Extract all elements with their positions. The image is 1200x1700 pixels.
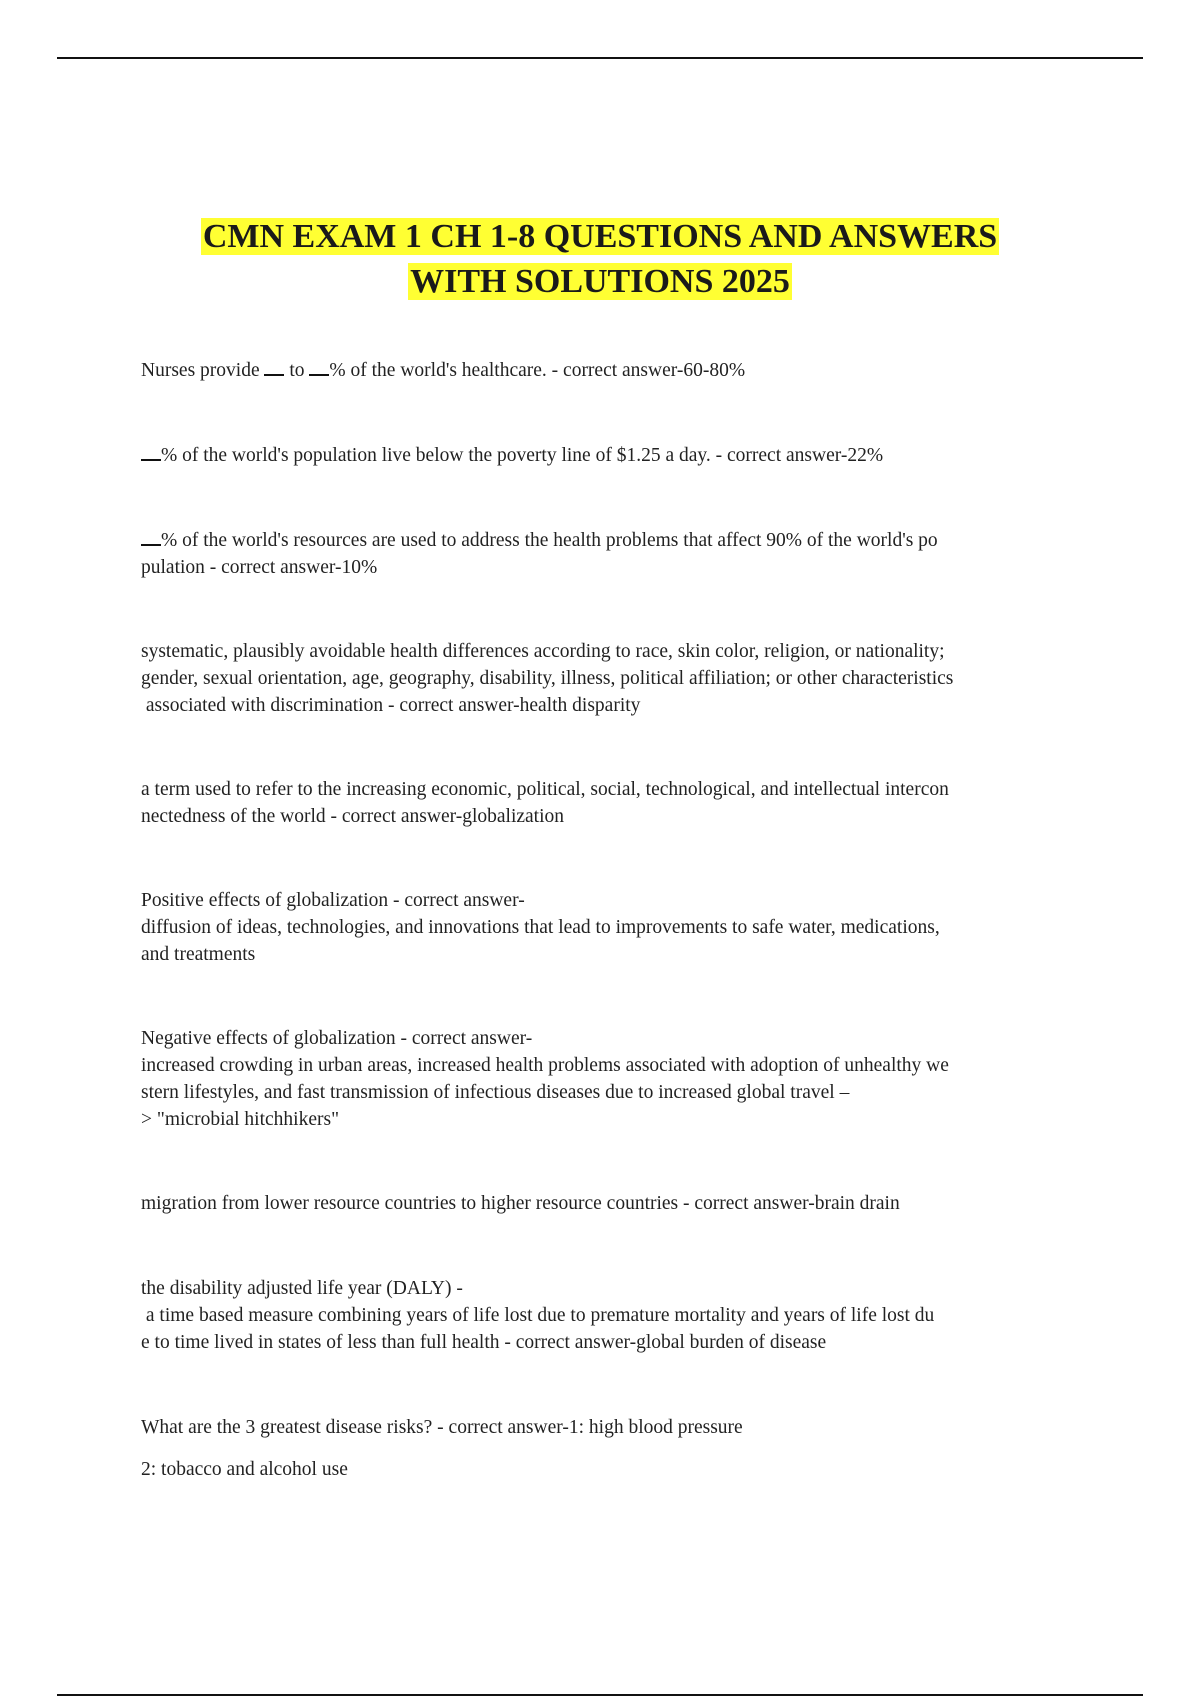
qa-line: and treatments [141,944,256,965]
qa-line: stern lifestyles, and fast transmission of infectious diseases due to increased global travel – [141,1082,850,1103]
qa-item-7 [141,1025,1071,1133]
page-title [0,214,1200,304]
question-text: Nurses provide [141,360,265,381]
title-line-2: WITH SOLUTIONS 2025 [410,263,790,300]
title-line-1: CMN EXAM 1 CH 1-8 QUESTIONS AND ANSWERS [202,218,998,255]
qa-item-2 [141,442,1071,469]
qa-line [141,357,1071,384]
qa-line: What are the 3 greatest disease risks? - correct answer-1: high blood pressure [141,1417,743,1438]
qa-item-10 [141,1414,1071,1483]
top-rule [57,57,1143,59]
qa-item-6 [141,887,1071,968]
qa-line: Positive effects of globalization - correct answer- [141,890,525,911]
qa-item-3 [141,527,1071,581]
qa-item-5 [141,776,1071,830]
blank-underline [141,443,161,461]
qa-line: associated with discrimination - correct answer-health disparity [141,695,641,716]
question-text: to [284,360,310,381]
qa-line: Negative effects of globalization - correct answer- [141,1028,533,1049]
qa-line: the disability adjusted life year (DALY) - [141,1278,463,1299]
qa-line [141,527,1071,554]
qa-line: a term used to refer to the increasing economic, political, social, technological, and intellectual intercon [141,779,949,800]
qa-line: diffusion of ideas, technologies, and innovations that lead to improvements to safe water, medications, [141,917,940,938]
blank-underline [264,358,284,376]
qa-line: 2: tobacco and alcohol use [141,1459,348,1480]
qa-line: pulation - correct answer-10% [141,557,378,578]
qa-line: > "microbial hitchhikers" [141,1109,340,1130]
question-text: % of the world's resources are used to address the health problems that affect 90% of the world's po [161,530,938,551]
question-text: % of the world's healthcare. - correct answer-60-80% [329,360,746,381]
question-text: % of the world's population live below the poverty line of $1.25 a day. - correct answer-22% [161,445,884,466]
qa-line: e to time lived in states of less than full health - correct answer-global burden of disease [141,1332,827,1353]
qa-item-8 [141,1190,1071,1217]
qa-item-4 [141,638,1071,719]
bottom-rule [57,1694,1143,1696]
blank-underline [141,528,161,546]
blank-underline [309,358,329,376]
qa-line: increased crowding in urban areas, increased health problems associated with adoption of unhealthy we [141,1055,949,1076]
qa-line: a time based measure combining years of life lost due to premature mortality and years of life lost du [141,1305,935,1326]
qa-line: nectedness of the world - correct answer-globalization [141,806,565,827]
qa-line [141,442,1071,469]
qa-line: gender, sexual orientation, age, geography, disability, illness, political affiliation; or other characteristics [141,668,954,689]
qa-item-9 [141,1275,1071,1356]
qa-item-1 [141,357,1071,384]
qa-line: migration from lower resource countries to higher resource countries - correct answer-brain drain [141,1193,900,1214]
qa-line: systematic, plausibly avoidable health differences according to race, skin color, religion, or nationality; [141,641,945,662]
